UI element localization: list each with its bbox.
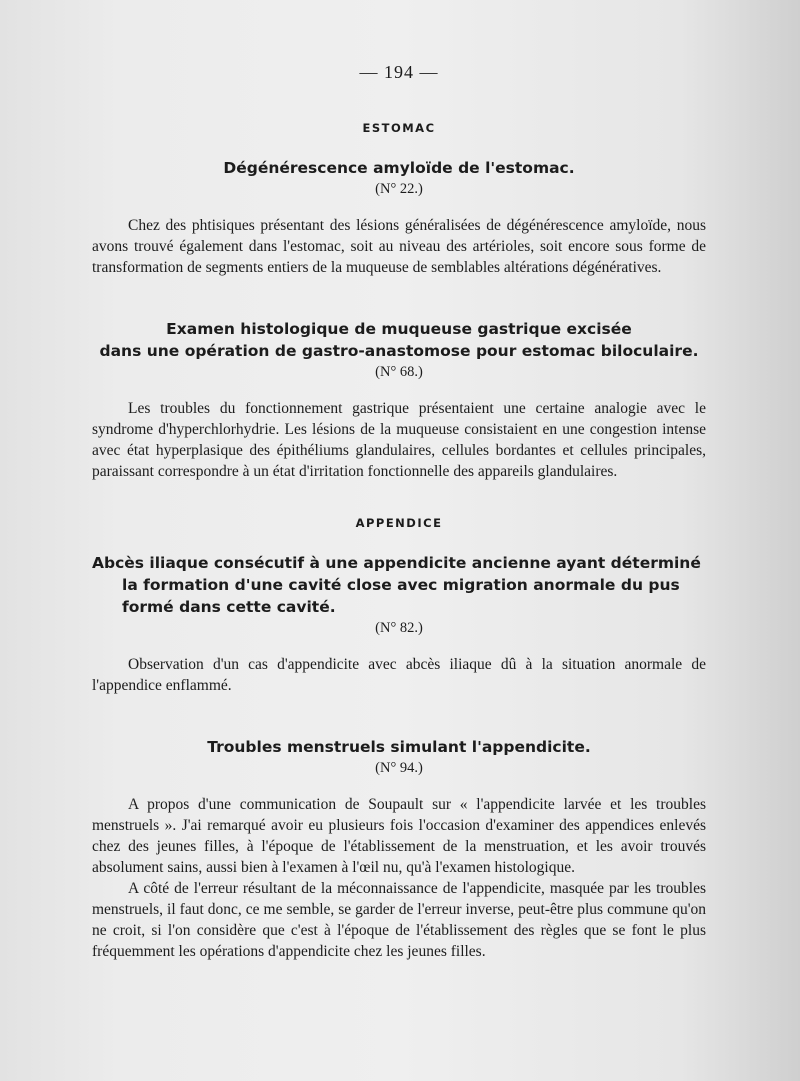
article-title-line: Examen histologique de muqueuse gastrique excisée	[166, 320, 632, 338]
article-paragraph-troubles-menstruels-2: A côté de l'erreur résultant de la méconnaissance de l'appendicite, masquée par les troubles menstruels, il faut donc, ce me semble, se garder de l'erreur inverse, peut-être plus commune qu'on ne croit, si l'on considère que c'est à l'époque de l'établissement des règles que se font le plus fréquemment les opérations d'appendicite chez les jeunes filles.	[92, 880, 706, 960]
section-heading-appendice: APPENDICE	[355, 516, 443, 530]
article-title-line: Abcès iliaque consécutif à une appendicite ancienne ayant déterminé	[92, 554, 701, 572]
article-ref-82: (N° 82.)	[375, 620, 423, 636]
article-title-abces-iliaque	[92, 552, 706, 618]
article-title-examen-histologique	[92, 318, 706, 362]
article-paragraph-examen-histologique: Les troubles du fonctionnement gastrique présentaient une certaine analogie avec le syndrome d'hyperchlorhydrie. Les lésions de la muqueuse consistaient en une congestion intense avec état hyperplasique des épithéliums glandulaires, cellules bordantes et cellules principales, paraissant correspondre à un état d'irritation fonctionnelle des appareils glandulaires.	[92, 400, 706, 480]
article-title-degenerescence: Dégénérescence amyloïde de l'estomac.	[223, 159, 575, 177]
article-ref-94: (N° 94.)	[375, 760, 423, 776]
article-ref-68: (N° 68.)	[375, 364, 423, 380]
section-heading-estomac: ESTOMAC	[362, 121, 436, 135]
page-number: — 194 —	[359, 62, 439, 82]
article-paragraph-troubles-menstruels-1: A propos d'une communication de Soupault sur « l'appendicite larvée et les troubles menstruels ». J'ai remarqué avoir eu plusieurs fois l'occasion d'examiner des appendices enlevés chez des jeunes filles, à l'époque de l'établissement de la menstruation, et les avoir trouvés absolument sains, aussi bien à l'examen à l'œil nu, qu'à l'examen histologique.	[92, 796, 706, 876]
article-title-line: dans une opération de gastro-anastomose pour estomac biloculaire.	[99, 342, 699, 360]
page-content	[92, 62, 706, 962]
article-ref-22: (N° 22.)	[375, 181, 423, 197]
article-title-line: la formation d'une cavité close avec migration anormale du pus	[122, 576, 680, 594]
article-title-troubles-menstruels: Troubles menstruels simulant l'appendicite.	[207, 738, 591, 756]
article-paragraph-abces-iliaque: Observation d'un cas d'appendicite avec abcès iliaque dû à la situation anormale de l'appendice enflammé.	[92, 656, 706, 694]
article-title-line: formé dans cette cavité.	[122, 598, 336, 616]
article-paragraph-degenerescence: Chez des phtisiques présentant des lésions généralisées de dégénérescence amyloïde, nous avons trouvé également dans l'estomac, soit au niveau des artérioles, soit encore sous forme de transformation de segments entiers de la muqueuse de semblables altérations dégénératives.	[92, 217, 706, 276]
